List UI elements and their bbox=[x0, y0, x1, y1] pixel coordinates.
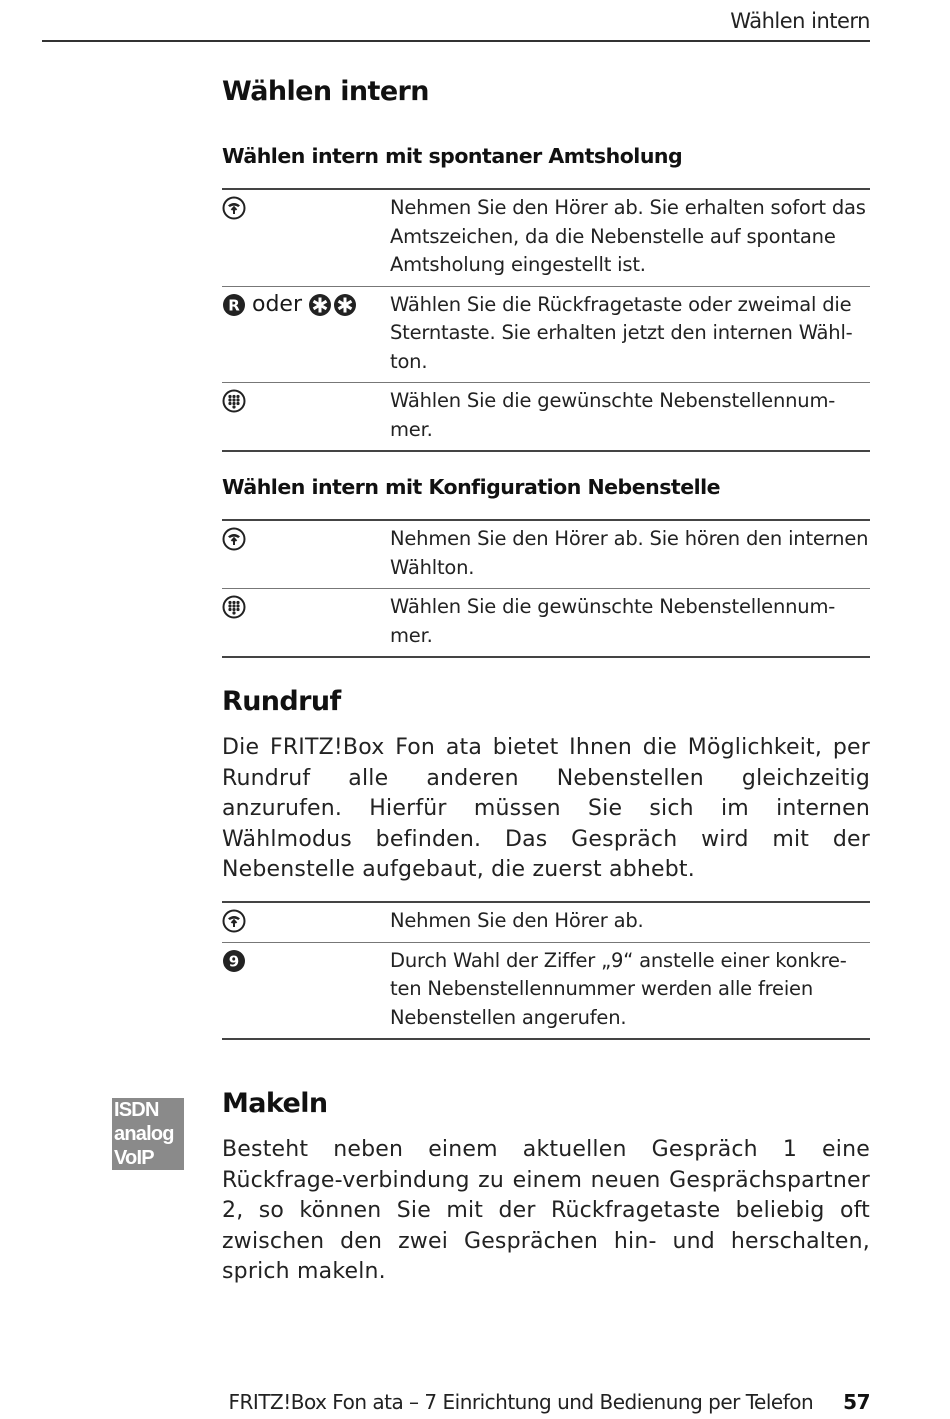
r-key-icon bbox=[222, 293, 246, 317]
page-number: 57 bbox=[843, 1390, 870, 1414]
step-keys bbox=[222, 593, 390, 650]
section-title-makeln: Makeln bbox=[222, 1088, 328, 1119]
svg-text:9: 9 bbox=[228, 952, 240, 970]
step-keys bbox=[222, 947, 390, 1033]
step-keys bbox=[222, 907, 390, 936]
rundruf-paragraph: Die FRITZ!Box Fon ata bietet Ihnen die Möglichkeit, per Rundruf alle anderen Nebenstellen gleichzeitig anzurufen. Hierfür müssen Sie sich im internen Wählmodus befinden. Das Gespräch wird mit der Nebenstelle aufgebaut, die zuerst abhebt. bbox=[222, 735, 870, 882]
step-row bbox=[222, 383, 870, 450]
subsection-title-konfiguration-nebenstelle: Wählen intern mit Konfiguration Nebenstelle bbox=[222, 475, 721, 499]
step-row bbox=[222, 943, 870, 1039]
running-header: Wählen intern bbox=[42, 4, 870, 42]
keys-connector: oder bbox=[252, 291, 303, 317]
digit-9-icon bbox=[222, 949, 246, 973]
keypad-icon bbox=[222, 389, 246, 413]
step-description: Nehmen Sie den Hörer ab. bbox=[390, 909, 644, 932]
step-row bbox=[222, 589, 870, 656]
step-keys bbox=[222, 194, 390, 280]
badge-line: ISDN bbox=[114, 1099, 159, 1121]
handset-up-icon bbox=[222, 909, 246, 933]
step-keys bbox=[222, 291, 390, 377]
step-description: Nehmen Sie den Hörer ab. Sie erhalten sofort das Amtszeichen, da die Nebenstelle auf spontane Amtsholung eingestellt ist. bbox=[390, 196, 866, 276]
makeln-paragraph: Besteht neben einem aktuellen Gespräch 1 eine Rückfrage-verbindung zu einem neuen Gesprächspartner 2, so können Sie mit der Rückfragetaste beliebig oft zwischen den zwei Gesprächen hin- und herschalten, sprich makeln. bbox=[222, 1137, 870, 1284]
step-keys bbox=[222, 525, 390, 582]
step-keys bbox=[222, 387, 390, 444]
badge-line: VoIP bbox=[114, 1147, 154, 1169]
handset-up-icon bbox=[222, 527, 246, 551]
step-row bbox=[222, 903, 870, 943]
steps-table-konfiguration-nebenstelle bbox=[222, 519, 870, 658]
subsection-title-spontane-amtsholung: Wählen intern mit spontaner Amtsholung bbox=[222, 144, 683, 168]
section-title-waehlen-intern: Wählen intern bbox=[222, 76, 429, 107]
handset-up-icon bbox=[222, 196, 246, 220]
star-key-icon bbox=[333, 293, 357, 317]
section-title-rundruf: Rundruf bbox=[222, 686, 341, 717]
step-description: Wählen Sie die gewünschte Nebenstellennum-mer. bbox=[390, 389, 836, 441]
step-row bbox=[222, 190, 870, 287]
step-description: Durch Wahl der Ziffer „9“ anstelle einer konkre-ten Nebenstellennummer werden alle freien Nebenstellen angerufen. bbox=[390, 948, 847, 1029]
star-key-icon bbox=[308, 293, 332, 317]
step-row bbox=[222, 287, 870, 384]
svg-text:R: R bbox=[228, 296, 240, 314]
step-description: Wählen Sie die Rückfragetaste oder zweimal die Sterntaste. Sie erhalten jetzt den internen Wähl-ton. bbox=[390, 292, 853, 373]
footer-text: FRITZ!Box Fon ata – 7 Einrichtung und Bedienung per Telefon bbox=[228, 1390, 814, 1414]
steps-table-rundruf bbox=[222, 901, 870, 1040]
badge-line: analog bbox=[114, 1123, 174, 1145]
steps-table-spontane-amtsholung bbox=[222, 188, 870, 452]
step-row bbox=[222, 521, 870, 589]
isdn-analog-voip-badge bbox=[112, 1098, 184, 1170]
step-description: Nehmen Sie den Hörer ab. Sie hören den internen Wählton. bbox=[390, 527, 869, 579]
step-description: Wählen Sie die gewünschte Nebenstellennum-mer. bbox=[390, 595, 836, 647]
keypad-icon bbox=[222, 595, 246, 619]
page-footer bbox=[229, 1390, 870, 1414]
